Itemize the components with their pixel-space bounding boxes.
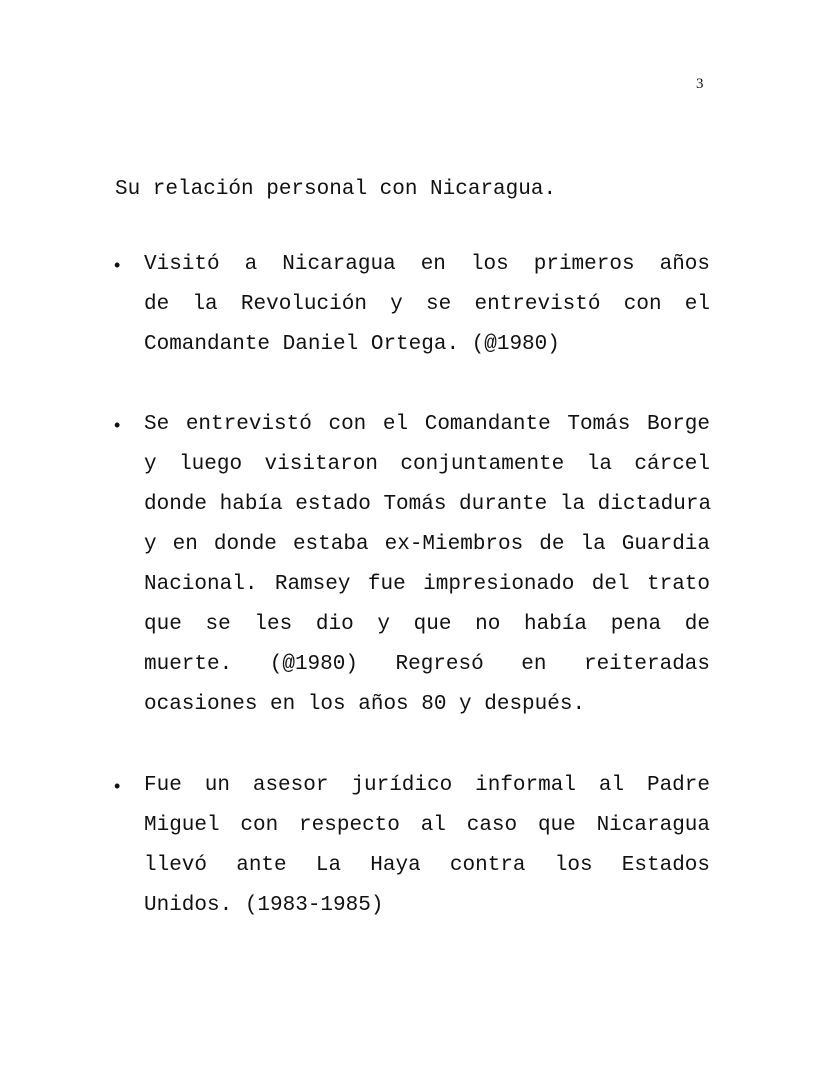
- bullet-line: Fue un asesor jurídico informal al Padre: [144, 774, 710, 797]
- bullet-line: Se entrevistó con el Comandante Tomás Borge: [144, 413, 710, 436]
- bullet-icon: •: [114, 776, 121, 796]
- bullet-item: [111, 766, 710, 926]
- bullet-icon: •: [114, 255, 121, 275]
- bullet-icon: •: [114, 415, 121, 435]
- bullet-line: donde había estado Tomás durante la dictadura: [144, 493, 712, 516]
- bullet-item: [111, 245, 710, 365]
- bullet-line: Unidos. (1983-1985): [144, 894, 384, 917]
- bullet-line: Visitó a Nicaragua en los primeros años: [144, 253, 710, 276]
- bullet-line: y en donde estaba ex-Miembros de la Guardia: [144, 533, 710, 556]
- bullet-line: llevó ante La Haya contra los Estados: [144, 854, 710, 877]
- section-heading: Su relación personal con Nicaragua.: [115, 178, 557, 201]
- page-number: 3: [696, 76, 704, 92]
- bullet-line: Nacional. Ramsey fue impresionado del trato: [144, 573, 710, 596]
- bullet-line: ocasiones en los años 80 y después.: [144, 693, 586, 716]
- bullet-line: que se les dio y que no había pena de: [144, 613, 710, 636]
- bullet-line: Comandante Daniel Ortega. (@1980): [144, 333, 560, 356]
- bullet-line: y luego visitaron conjuntamente la cárcel: [144, 453, 710, 476]
- bullet-list: [111, 405, 710, 725]
- bullet-line: Miguel con respecto al caso que Nicaragua: [144, 814, 710, 837]
- bullet-list: [111, 245, 710, 365]
- bullet-item: [111, 405, 710, 725]
- bullet-line: muerte. (@1980) Regresó en reiteradas: [144, 653, 710, 676]
- bullet-list: [111, 766, 710, 926]
- bullet-line: de la Revolución y se entrevistó con el: [144, 293, 710, 316]
